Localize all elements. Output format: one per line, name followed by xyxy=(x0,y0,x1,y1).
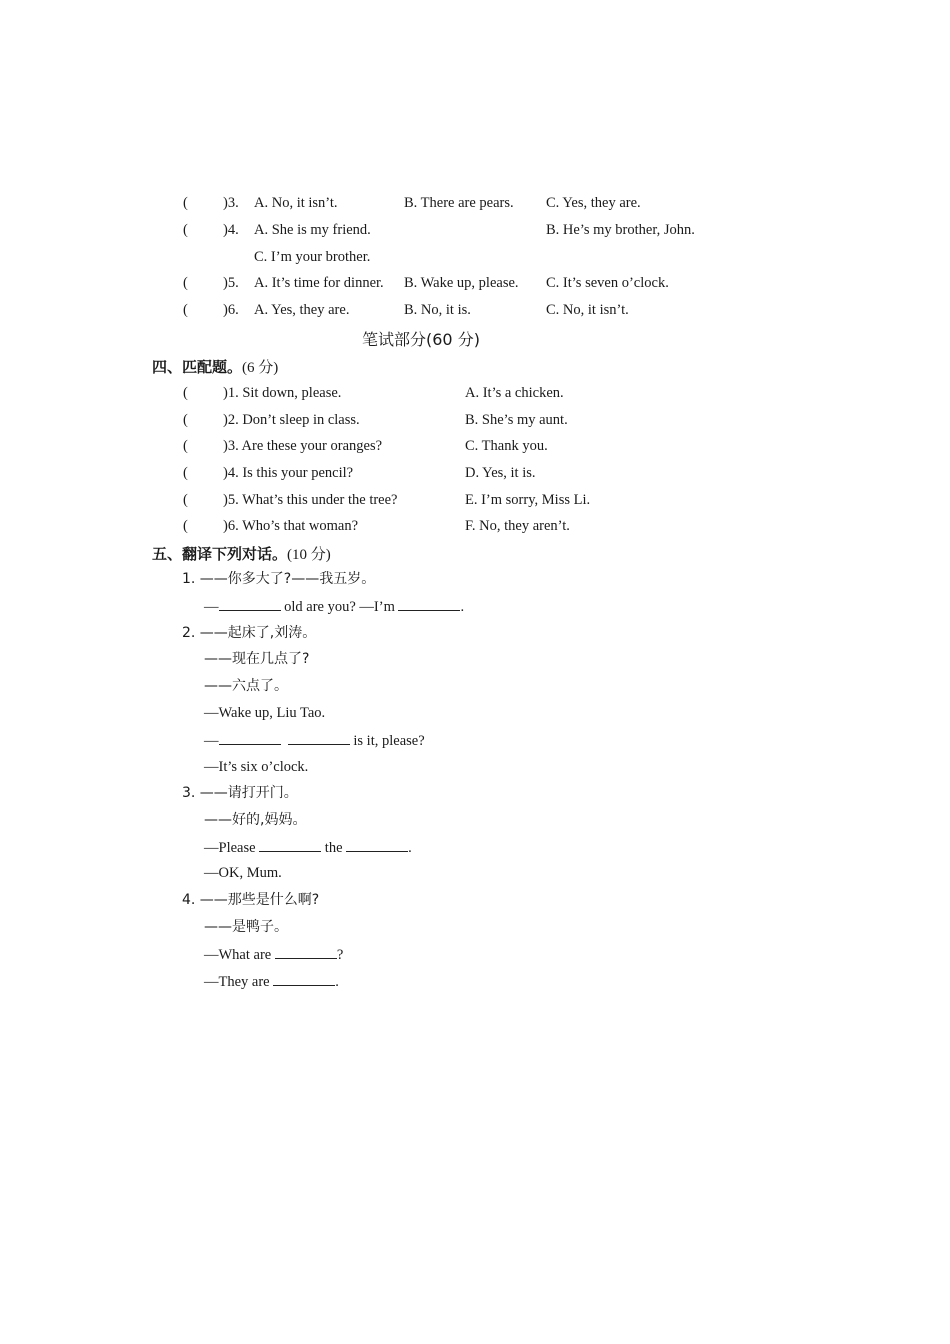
option-a: A. No, it isn’t. xyxy=(254,195,338,211)
option-c: C. Yes, they are. xyxy=(546,195,641,211)
section5-heading xyxy=(152,543,331,564)
option-b: B. No, it is. xyxy=(404,302,471,318)
q3-english-1 xyxy=(204,838,412,857)
answer-blank[interactable] xyxy=(219,597,281,611)
option-a: A. It’s time for dinner. xyxy=(254,275,384,291)
section4-score: (6 分) xyxy=(242,360,279,376)
match-question: )6. Who’s that woman? xyxy=(223,518,359,534)
q2-text-a: — xyxy=(204,733,219,749)
q1-chinese: 1. ——你多大了?——我五岁。 xyxy=(182,571,376,587)
q4-chinese-2: ——是鸭子。 xyxy=(204,919,288,935)
option-b: B. There are pears. xyxy=(404,195,514,211)
match-answer: D. Yes, it is. xyxy=(465,465,536,481)
match-answer: B. She’s my aunt. xyxy=(465,412,568,428)
q1-text-b: old are you? —I’m xyxy=(280,599,399,615)
answer-blank[interactable] xyxy=(346,838,408,852)
option-c: C. I’m your brother. xyxy=(254,249,371,265)
section4-heading xyxy=(152,356,278,377)
option-a: A. Yes, they are. xyxy=(254,302,350,318)
answer-paren[interactable]: ( xyxy=(183,492,188,508)
q1-text-c: . xyxy=(460,599,465,615)
answer-paren[interactable]: ( xyxy=(183,438,188,454)
q4-english-2 xyxy=(204,972,339,991)
match-question: )5. What’s this under the tree? xyxy=(223,492,398,508)
q2-english-2 xyxy=(204,731,425,750)
answer-blank[interactable] xyxy=(275,945,337,959)
option-c: C. No, it isn’t. xyxy=(546,302,629,318)
q4-text-b: . xyxy=(335,974,339,990)
q3-chinese-2: ——好的,妈妈。 xyxy=(204,812,307,828)
match-answer: A. It’s a chicken. xyxy=(465,385,564,401)
q1-english xyxy=(204,597,464,616)
match-question: )4. Is this your pencil? xyxy=(223,465,354,481)
q2-text-b: is it, please? xyxy=(349,733,425,749)
item-number: )6. xyxy=(223,302,239,318)
answer-paren[interactable]: ( xyxy=(183,222,188,238)
match-answer: C. Thank you. xyxy=(465,438,548,454)
q2-english-1: —Wake up, Liu Tao. xyxy=(204,705,326,721)
match-answer: F. No, they aren’t. xyxy=(465,518,570,534)
answer-paren[interactable]: ( xyxy=(183,195,188,211)
match-answer: E. I’m sorry, Miss Li. xyxy=(465,492,591,508)
answer-paren[interactable]: ( xyxy=(183,412,188,428)
answer-blank[interactable] xyxy=(259,838,321,852)
option-b: B. He’s my brother, John. xyxy=(546,222,695,238)
q3-english-2: —OK, Mum. xyxy=(204,865,282,881)
option-b: B. Wake up, please. xyxy=(404,275,519,291)
q4-text-a: —They are xyxy=(204,974,274,990)
q1-text-a: — xyxy=(204,599,219,615)
answer-paren[interactable]: ( xyxy=(183,302,188,318)
item-number: )3. xyxy=(223,195,239,211)
written-section-title: 笔试部分(60 分) xyxy=(362,330,480,349)
answer-blank[interactable] xyxy=(219,731,281,745)
match-question: )2. Don’t sleep in class. xyxy=(223,412,360,428)
answer-paren[interactable]: ( xyxy=(183,385,188,401)
q3-chinese-1: 3. ——请打开门。 xyxy=(182,785,298,801)
section4-title: 四、匹配题。 xyxy=(152,358,243,376)
answer-paren[interactable]: ( xyxy=(183,465,188,481)
item-number: )4. xyxy=(223,222,239,238)
answer-blank[interactable] xyxy=(288,731,350,745)
q3-text-c: . xyxy=(408,840,412,856)
q4-english-1 xyxy=(204,945,343,964)
answer-blank[interactable] xyxy=(273,972,335,986)
q4-text-b: ? xyxy=(336,947,344,963)
match-question: )3. Are these your oranges? xyxy=(223,438,383,454)
item-number: )5. xyxy=(223,275,239,291)
q3-text-a: —Please xyxy=(204,840,260,856)
section5-score: (10 分) xyxy=(287,547,331,563)
section5-title: 五、翻译下列对话。 xyxy=(152,545,288,563)
q2-chinese-2: ——现在几点了? xyxy=(204,651,310,667)
match-question: )1. Sit down, please. xyxy=(223,385,342,401)
answer-blank[interactable] xyxy=(398,597,460,611)
q2-chinese-1: 2. ——起床了,刘涛。 xyxy=(182,625,317,641)
answer-paren[interactable]: ( xyxy=(183,518,188,534)
option-c: C. It’s seven o’clock. xyxy=(546,275,669,291)
q4-chinese-1: 4. ——那些是什么啊? xyxy=(182,892,320,908)
q4-text-a: —What are xyxy=(204,947,275,963)
q2-english-3: —It’s six o’clock. xyxy=(204,759,309,775)
q2-chinese-3: ——六点了。 xyxy=(204,678,288,694)
option-a: A. She is my friend. xyxy=(254,222,371,238)
q3-text-b: the xyxy=(321,840,347,856)
answer-paren[interactable]: ( xyxy=(183,275,188,291)
